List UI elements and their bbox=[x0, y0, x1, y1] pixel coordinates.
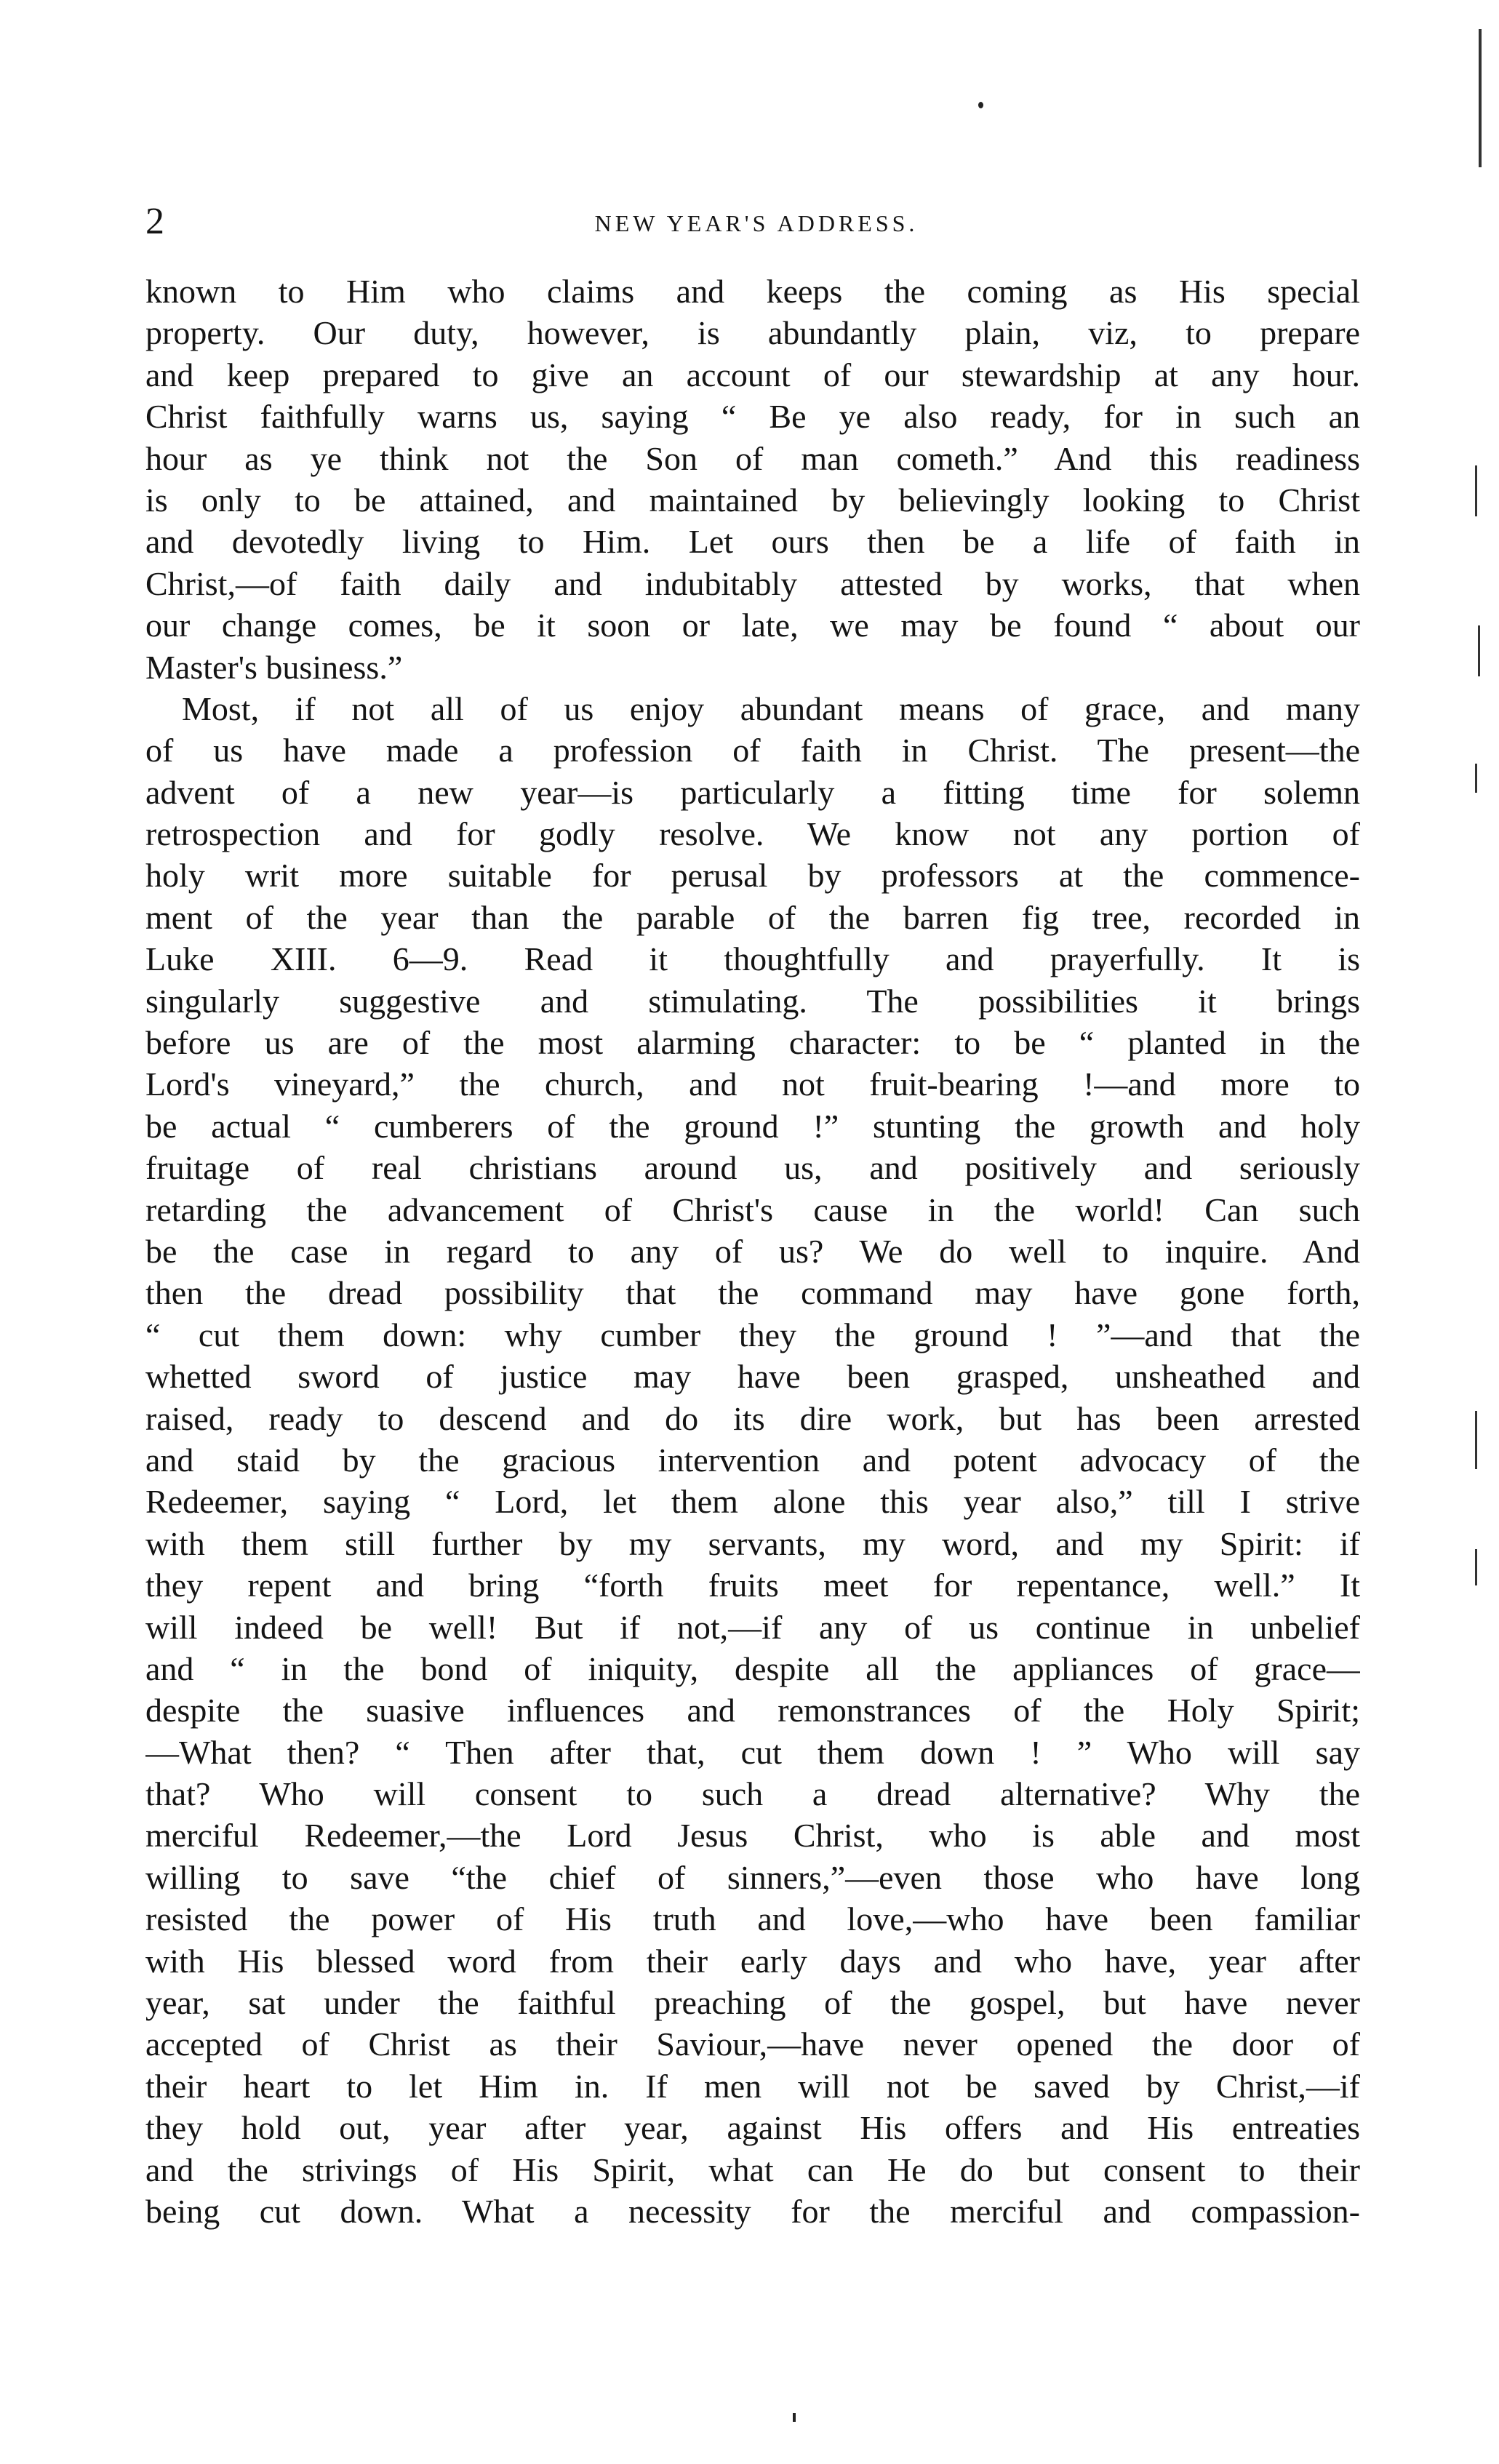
page-number: 2 bbox=[145, 201, 164, 242]
text-line: “ cut them down: why cumber they the ground ! ”—and that the bbox=[145, 1316, 1360, 1353]
text-line: year, sat under the faithful preaching of the gospel, but have never bbox=[145, 1984, 1360, 2022]
body-text bbox=[145, 271, 1360, 2232]
text-line: Master's business.” bbox=[145, 648, 403, 686]
text-line: willing to save “the chief of sinners,”—even those who have long bbox=[145, 1858, 1360, 1896]
text-line: and staid by the gracious intervention and potent advocacy of the bbox=[145, 1441, 1360, 1479]
text-line: resisted the power of His truth and love,—who have been familiar bbox=[145, 1900, 1360, 1938]
text-line: retrospection and for godly resolve. We know not any portion of bbox=[145, 815, 1360, 853]
text-line: advent of a new year—is particularly a fitting time for solemn bbox=[145, 773, 1360, 811]
text-line: being cut down. What a necessity for the merciful and compassion- bbox=[145, 2192, 1360, 2230]
page-edge-mark bbox=[1478, 625, 1480, 676]
scan-speck bbox=[978, 102, 983, 108]
text-line: Redeemer, saying “ Lord, let them alone this year also,” till I strive bbox=[145, 1483, 1360, 1521]
page-edge-mark bbox=[1475, 465, 1477, 516]
text-line: be the case in regard to any of us? We do well to inquire. And bbox=[145, 1232, 1360, 1270]
text-line: accepted of Christ as their Saviour,—have never opened the door of bbox=[145, 2025, 1360, 2063]
text-line: with them still further by my servants, my word, and my Spirit: if bbox=[145, 1524, 1360, 1562]
text-line: singularly suggestive and stimulating. The possibilities it brings bbox=[145, 982, 1360, 1020]
text-line: merciful Redeemer,—the Lord Jesus Christ, who is able and most bbox=[145, 1817, 1360, 1855]
text-line: before us are of the most alarming character: to be “ planted in the bbox=[145, 1024, 1360, 1062]
text-line: our change comes, be it soon or late, we may be found “ about our bbox=[145, 607, 1360, 644]
text-line: fruitage of real christians around us, and positively and seriously bbox=[145, 1149, 1360, 1187]
text-line: Lord's vineyard,” the church, and not fruit-bearing !—and more to bbox=[145, 1065, 1360, 1103]
text-line: ment of the year than the parable of the barren fig tree, recorded in bbox=[145, 898, 1360, 936]
text-line: raised, ready to descend and do its dire work, but has been arrested bbox=[145, 1399, 1360, 1437]
text-line: holy writ more suitable for perusal by professors at the commence- bbox=[145, 857, 1360, 895]
text-line: their heart to let Him in. If men will not be saved by Christ,—if bbox=[145, 2067, 1360, 2105]
text-line: retarding the advancement of Christ's cause in the world! Can such bbox=[145, 1191, 1360, 1228]
page-edge-mark bbox=[1479, 29, 1482, 167]
page-edge-mark bbox=[1475, 1411, 1477, 1469]
text-line: hour as ye think not the Son of man cometh.” And this readiness bbox=[145, 439, 1360, 477]
page-edge-mark bbox=[1475, 1549, 1477, 1585]
scan-speck bbox=[793, 2413, 796, 2422]
text-line: and keep prepared to give an account of our stewardship at any hour. bbox=[145, 356, 1360, 393]
text-line: with His blessed word from their early days and who have, year after bbox=[145, 1942, 1360, 1980]
text-line: is only to be attained, and maintained by believingly looking to Christ bbox=[145, 481, 1360, 519]
text-line: be actual “ cumberers of the ground !” stunting the growth and holy bbox=[145, 1107, 1360, 1145]
text-line: then the dread possibility that the command may have gone forth, bbox=[145, 1274, 1360, 1312]
text-line: known to Him who claims and keeps the coming as His special bbox=[145, 273, 1360, 310]
text-line: of us have made a profession of faith in Christ. The present—the bbox=[145, 732, 1360, 769]
text-line: despite the suasive influences and remonstrances of the Holy Spirit; bbox=[145, 1692, 1360, 1729]
text-line: and “ in the bond of iniquity, despite all the appliances of grace— bbox=[145, 1649, 1360, 1687]
text-line: they hold out, year after year, against His offers and His entreaties bbox=[145, 2109, 1360, 2147]
page-edge-mark bbox=[1475, 764, 1477, 793]
text-line: Luke XIII. 6—9. Read it thoughtfully and prayerfully. It is bbox=[145, 940, 1360, 978]
page-header bbox=[145, 200, 1367, 251]
text-line: Christ faithfully warns us, saying “ Be ye also ready, for in such an bbox=[145, 398, 1360, 436]
running-head: NEW YEAR'S ADDRESS. bbox=[594, 210, 919, 236]
text-line: —What then? “ Then after that, cut them down ! ” Who will say bbox=[145, 1733, 1360, 1771]
text-line: whetted sword of justice may have been grasped, unsheathed and bbox=[145, 1358, 1360, 1396]
text-line: and devotedly living to Him. Let ours then be a life of faith in bbox=[145, 523, 1360, 561]
text-line: that? Who will consent to such a dread alternative? Why the bbox=[145, 1775, 1360, 1813]
text-line: and the strivings of His Spirit, what can He do but consent to their bbox=[145, 2151, 1360, 2188]
text-line: property. Our duty, however, is abundantly plain, viz, to prepare bbox=[145, 314, 1360, 352]
text-line: will indeed be well! But if not,—if any of us continue in unbelief bbox=[145, 1608, 1360, 1646]
text-line-paragraph-start: Most, if not all of us enjoy abundant means of grace, and many bbox=[182, 689, 1360, 727]
text-line: they repent and bring “forth fruits meet for repentance, well.” It bbox=[145, 1567, 1360, 1604]
text-line: Christ,—of faith daily and indubitably attested by works, that when bbox=[145, 564, 1360, 602]
